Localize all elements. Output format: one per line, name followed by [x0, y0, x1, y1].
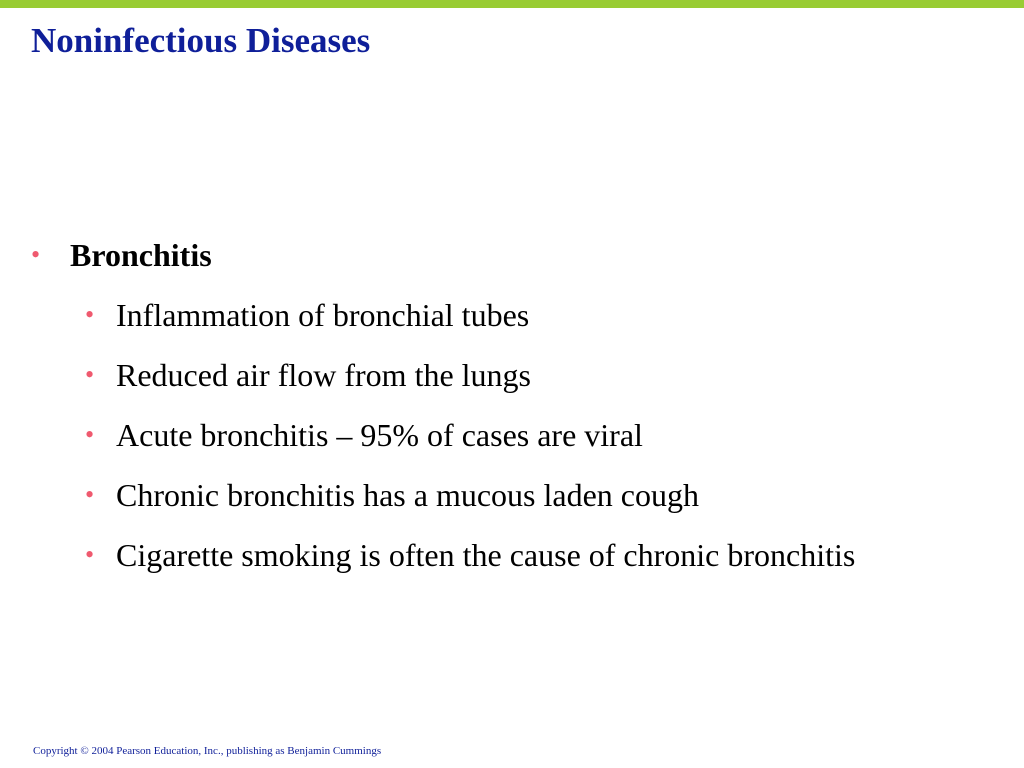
- sub-bullet-list: [0, 294, 1024, 576]
- sub-bullet-item: [0, 474, 1024, 516]
- slide-content: [0, 234, 1024, 594]
- sub-bullet-text: Inflammation of bronchial tubes: [116, 297, 530, 333]
- sub-bullet-item: [0, 534, 1024, 576]
- bullet-icon: •: [85, 360, 95, 389]
- sub-bullet-text: Acute bronchitis – 95% of cases are viral: [116, 417, 643, 453]
- sub-bullet-item: [0, 414, 1024, 456]
- copyright-footer: Copyright © 2004 Pearson Education, Inc., publishing as Benjamin Cummings: [33, 745, 382, 757]
- bullet-icon: •: [85, 420, 95, 449]
- main-bullet-text: Bronchitis: [70, 237, 212, 273]
- bullet-icon: •: [85, 480, 95, 509]
- bullet-icon: •: [31, 240, 41, 269]
- bullet-icon: •: [85, 300, 95, 329]
- bullet-icon: •: [85, 540, 95, 569]
- top-accent-bar: [0, 0, 1024, 8]
- sub-bullet-text: Cigarette smoking is often the cause of chronic bronchitis: [116, 537, 856, 573]
- sub-bullet-text: Chronic bronchitis has a mucous laden cough: [116, 477, 699, 513]
- main-bullet-item: [0, 234, 1024, 282]
- sub-bullet-item: [0, 354, 1024, 396]
- slide-title: Noninfectious Diseases: [31, 21, 371, 60]
- sub-bullet-text: Reduced air flow from the lungs: [116, 357, 531, 393]
- sub-bullet-item: [0, 294, 1024, 336]
